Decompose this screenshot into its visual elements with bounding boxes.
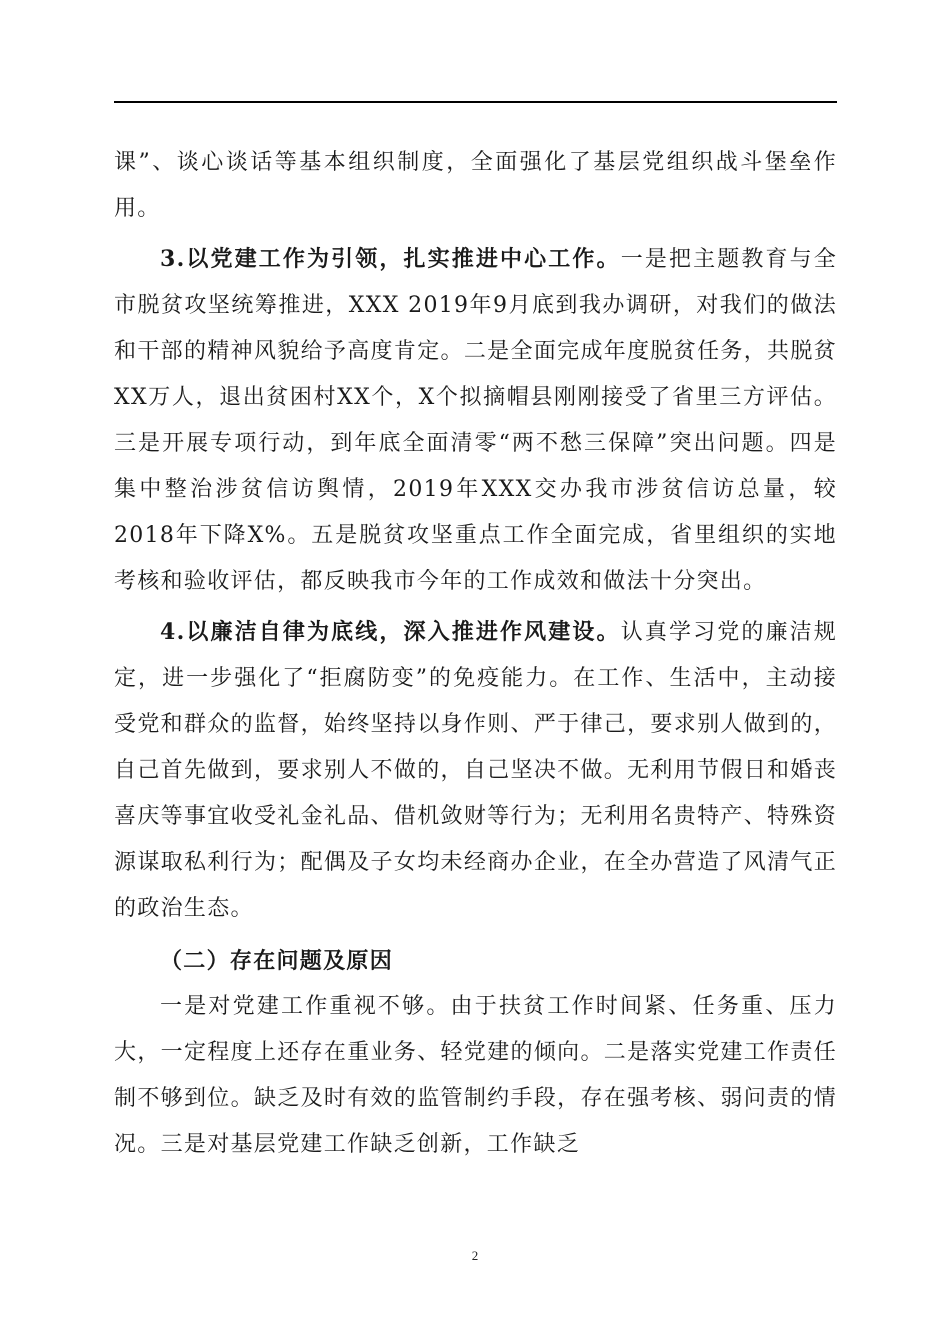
item-4-paragraph [114, 609, 837, 932]
continuation-paragraph: 课”、谈心谈话等基本组织制度，全面强化了基层党组织战斗堡垒作用。 [114, 150, 837, 221]
item-3-heading: 3.以党建工作为引领，扎实推进中心工作。 [160, 246, 621, 272]
section-2-paragraph: 一是对党建工作重视不够。由于扶贫工作时间紧、任务重、压力大，一定程度上还存在重业务、轻党建的倾向。二是落实党建工作责任制不够到位。缺乏及时有效的监管制约手段，存在强考核、弱问责的情况。三是对基层党建工作缺乏创新，工作缺乏 [114, 994, 837, 1157]
document-body [114, 140, 837, 1168]
item-4-heading: 4.以廉洁自律为底线，深入推进作风建设。 [160, 619, 621, 645]
page-number: 2 [471, 1248, 479, 1263]
section-2-heading: （二）存在问题及原因 [160, 948, 394, 974]
item-3-paragraph [114, 236, 837, 605]
item-3-body: 一是把主题教育与全市脱贫攻坚统筹推进，XXX 2019年9月底到我办调研，对我们的做法和干部的精神风貌给予高度肯定。二是全面完成年度脱贫任务，共脱贫XX万人，退出贫困村XX个，X个拟摘帽县刚刚接受了省里三方评估。三是开展专项行动，到年底全面清零“两不愁三保障”突出问题。四是集中整治涉贫信访舆情，2019年XXX交办我市涉贫信访总量，较2018年下降X%。五是脱贫攻坚重点工作全面完成，省里组织的实地考核和验收评估，都反映我市今年的工作成效和做法十分突出。 [114, 247, 838, 594]
item-4-body: 认真学习党的廉洁规定，进一步强化了“拒腐防变”的免疫能力。在工作、生活中，主动接受党和群众的监督，始终坚持以身作则、严于律己，要求别人做到的，自己首先做到，要求别人不做的，自己坚决不做。无利用节假日和婚丧喜庆等事宜收受礼金礼品、借机敛财等行为；无利用名贵特产、特殊资源谋取私利行为；配偶及子女均未经商办企业，在全办营造了风清气正的政治生态。 [114, 620, 838, 921]
header-rule [114, 101, 837, 103]
